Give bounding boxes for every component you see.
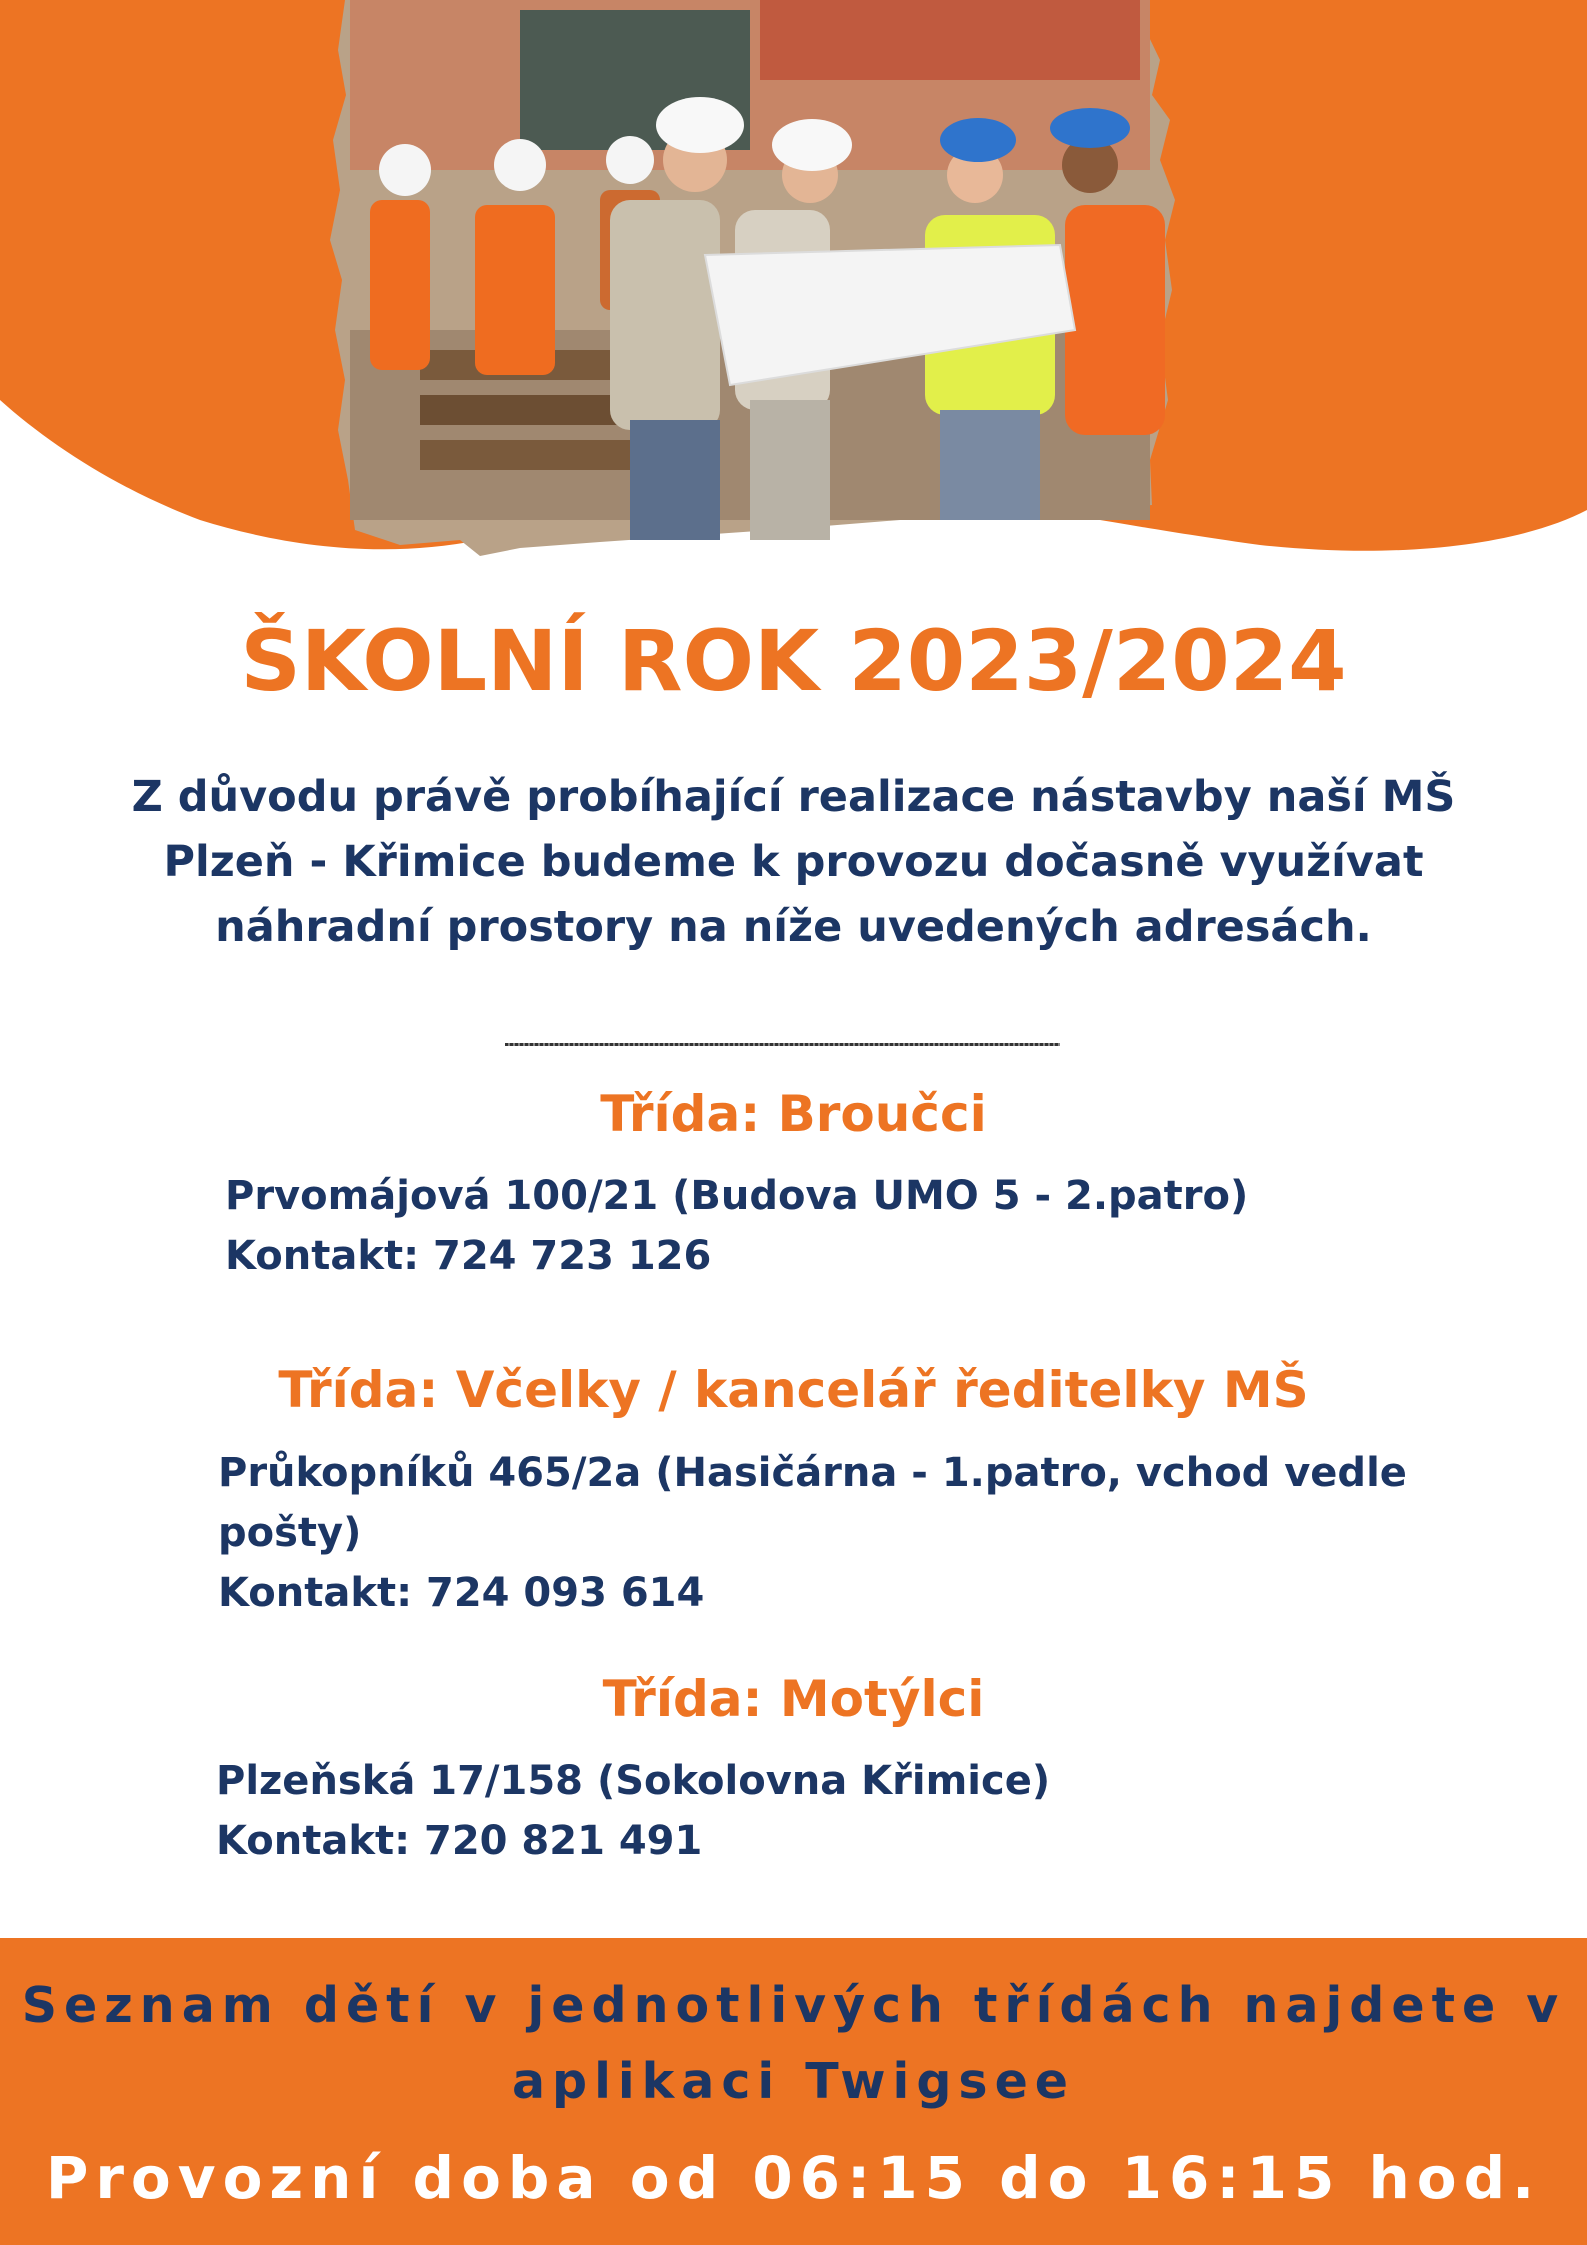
intro-line: náhradní prostory na níže uvedených adresách. — [215, 902, 1372, 952]
class-heading-motylci: Třída: Motýlci — [602, 1670, 985, 1728]
hero-illustration — [0, 0, 1587, 560]
class-contact: Kontakt: 724 093 614 — [218, 1570, 705, 1616]
class-contact: Kontakt: 720 821 491 — [216, 1818, 703, 1864]
class-address: Plzeňská 17/158 (Sokolovna Křimice) — [216, 1758, 1051, 1804]
page-title: ŠKOLNÍ ROK 2023/2024 — [240, 612, 1347, 710]
class-info-vcelky — [218, 1443, 1407, 1623]
class-contact: Kontakt: 724 723 126 — [225, 1233, 712, 1279]
footer-list-line: aplikaci Twigsee — [511, 2053, 1076, 2110]
footer-list-line: Seznam dětí v jednotlivých třídách najdete v — [21, 1977, 1566, 2034]
footer-banner — [0, 1938, 1587, 2245]
class-heading-broucci: Třída: Broučci — [600, 1085, 987, 1143]
footer-list-note — [0, 1968, 1587, 2120]
class-address: Prvomájová 100/21 (Budova UMO 5 - 2.patro) — [225, 1173, 1249, 1219]
class-address-continued: pošty) — [218, 1510, 362, 1556]
intro-line: Z důvodu právě probíhající realizace nástavby naší MŠ — [131, 772, 1456, 822]
section-divider — [505, 1043, 1060, 1046]
hero-banner — [0, 0, 1587, 560]
class-heading-vcelky: Třída: Včelky / kancelář ředitelky MŠ — [278, 1361, 1309, 1419]
intro-paragraph — [110, 765, 1477, 960]
opening-hours: Provozní doba od 06:15 do 16:15 hod. — [45, 2144, 1542, 2212]
intro-line: Plzeň - Křimice budeme k provozu dočasně využívat — [163, 837, 1424, 887]
class-info-broucci — [225, 1166, 1248, 1286]
class-address: Průkopníků 465/2a (Hasičárna - 1.patro, vchod vedle — [218, 1450, 1407, 1496]
class-info-motylci — [216, 1751, 1050, 1871]
